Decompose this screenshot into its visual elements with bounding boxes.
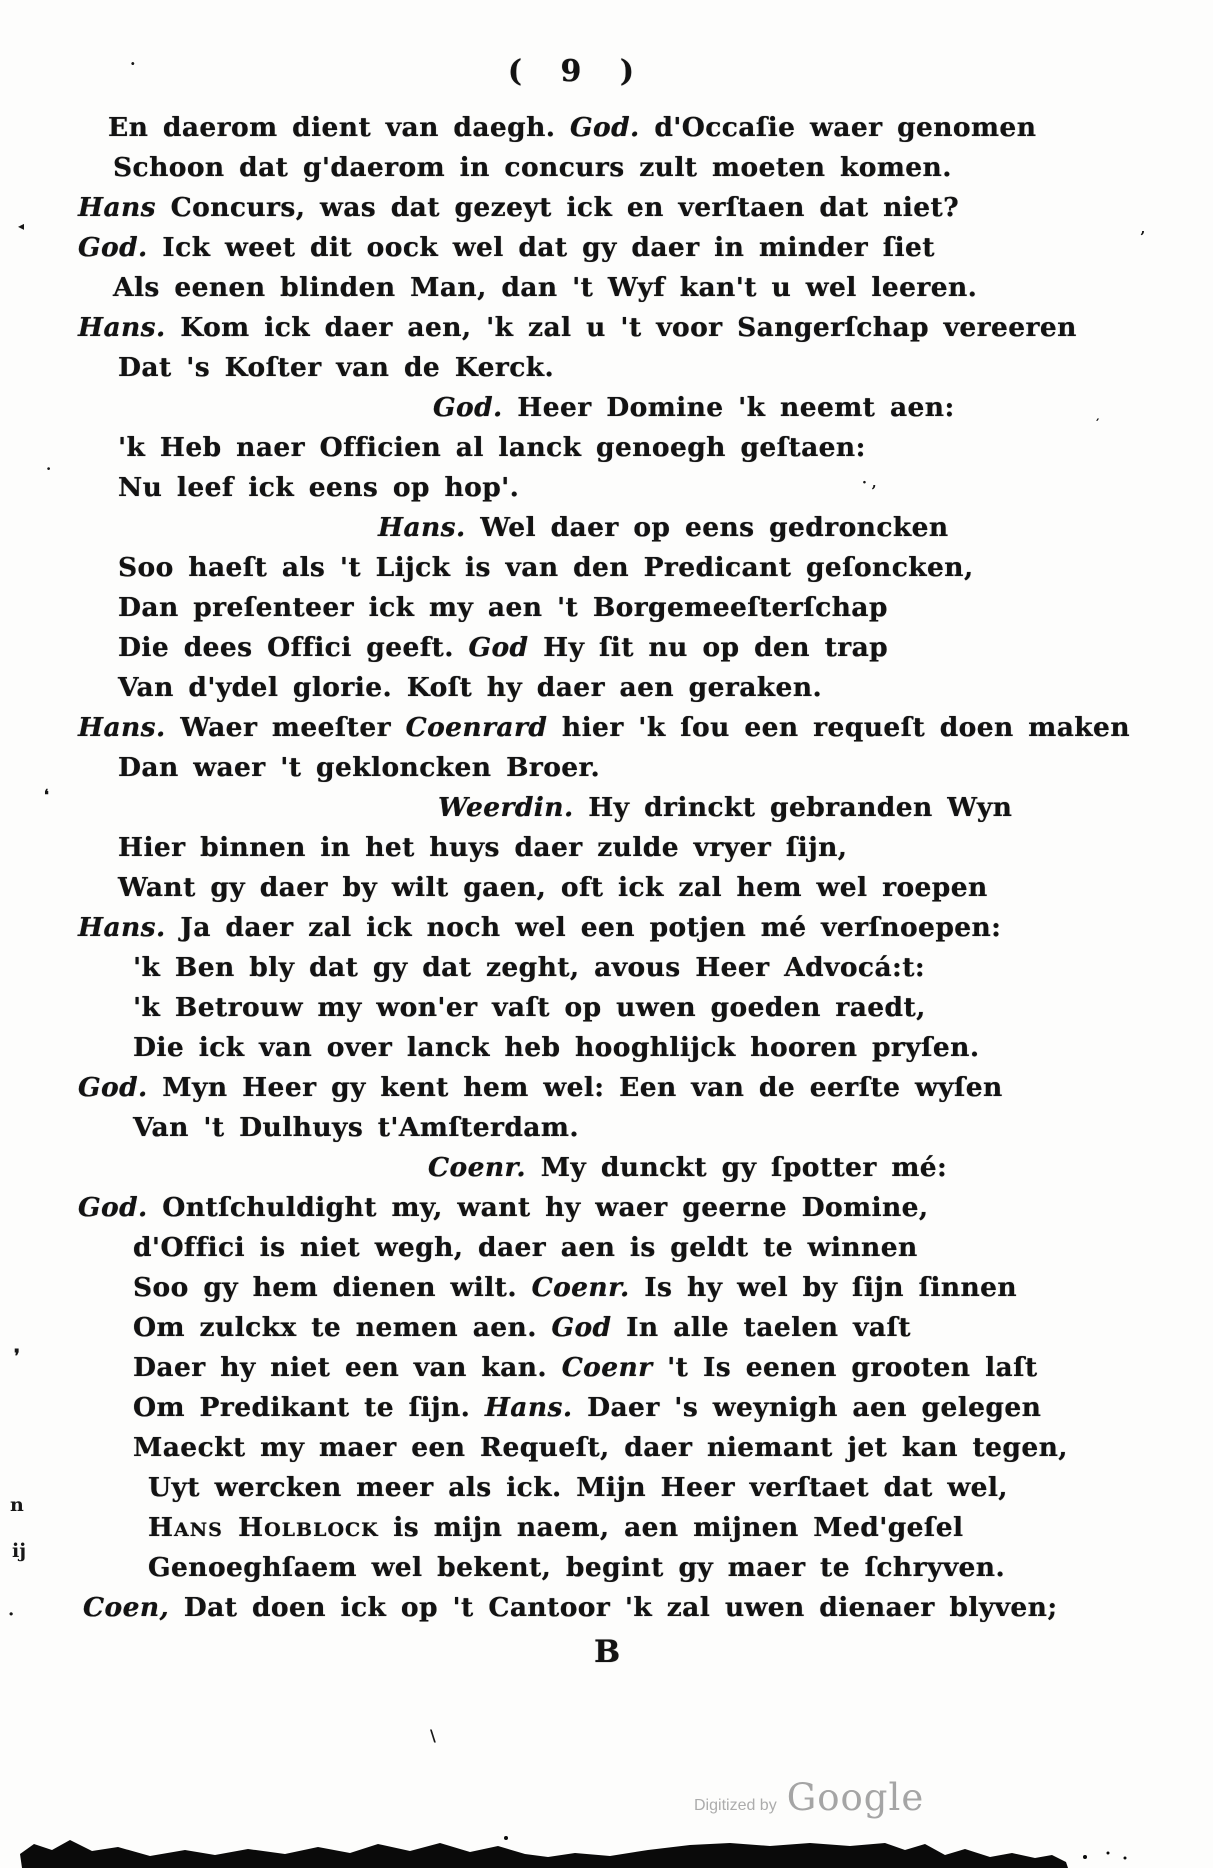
speaker-name: Coenrard (405, 712, 548, 743)
verse-text: d'Offici is niet wegh, daer aen is geldt te winnen (133, 1232, 918, 1263)
page-bottom-tear (0, 1828, 1213, 1868)
verse-text: Ja daer zal ick noch wel een potjen mé verſnoepen: (165, 912, 1002, 943)
verse-text: Als eenen blinden Man, dan 't Wyf kan't u wel leeren. (113, 272, 978, 303)
verse-text: hier 'k ſou een requeſt doen maken (547, 712, 1130, 743)
verse-text: Waer meeſter (165, 712, 406, 743)
speaker-name: Hans (78, 192, 156, 223)
ink-speck: · (46, 460, 52, 478)
verse-text: Van 't Dulhuys t'Amſterdam. (133, 1112, 579, 1143)
speaker-name: God. (433, 392, 503, 423)
verse-text: Myn Heer gy kent hem wel: Een van de eerſte wyſen (147, 1072, 1003, 1103)
verse-text: En daerom dient van daegh. (108, 112, 571, 143)
verse-text: Is hy wel by ſijn ſinnen (629, 1272, 1018, 1303)
page-number: ( 9 ) (507, 54, 649, 89)
verse-text: Die dees Offici geeft. (118, 632, 469, 663)
verse-text: is mijn naem, aen mijnen Med'geſel (378, 1512, 964, 1543)
text-line (78, 1588, 1188, 1628)
text-line (78, 1268, 1188, 1308)
text-line (78, 1148, 1188, 1188)
ink-speck: \ (430, 1726, 436, 1745)
text-line (78, 228, 1188, 268)
speaker-name: God. (78, 1192, 148, 1223)
text-line (78, 828, 1188, 868)
speaker-name: Weerdin. (438, 792, 574, 823)
text-line (78, 308, 1188, 348)
ink-speck: · (130, 54, 136, 73)
verse-text: Kom ick daer aen, 'k zal u 't voor Sangerſchap vereeren (165, 312, 1077, 343)
verse-text: Om Predikant te ſijn. (133, 1392, 485, 1423)
text-line (78, 268, 1188, 308)
ink-speck: ij (12, 1540, 27, 1562)
speaker-name: God (551, 1312, 612, 1343)
verse-text: Ick weet dit oock wel dat gy daer in minder ſiet (147, 232, 935, 263)
text-line (78, 948, 1188, 988)
speaker-name: Hans. (484, 1392, 573, 1423)
verse-text: Ontſchuldight my, want hy waer geerne Domine, (147, 1192, 929, 1223)
text-line (78, 908, 1188, 948)
speaker-name: Coenr. (531, 1272, 630, 1303)
text-line (78, 748, 1188, 788)
text-line (78, 668, 1188, 708)
speaker-name: God (468, 632, 529, 663)
speaker-name: Hans. (78, 312, 166, 343)
verse-text: Dan waer 't gekloncken Broer. (118, 752, 601, 783)
text-line (78, 628, 1188, 668)
text-line (78, 1428, 1188, 1468)
speaker-name: Hans. (378, 512, 466, 543)
text-line (78, 1028, 1188, 1068)
text-line (78, 1508, 1188, 1548)
text-line (78, 428, 1188, 468)
ink-speck: · , (862, 475, 877, 491)
verse-text: Concurs, was dat gezeyt ick en verſtaen dat niet? (156, 192, 960, 223)
text-line (78, 868, 1188, 908)
ink-speck: ❛ (44, 786, 49, 804)
text-line (78, 548, 1188, 588)
ink-speck: ’ (1140, 228, 1146, 246)
verse-text: Heer Domine 'k neemt aen: (502, 392, 955, 423)
verse-text: Hier binnen in het huys daer zulde vryer ſijn, (118, 832, 848, 863)
verse-text: In alle taelen vaſt (611, 1312, 911, 1343)
text-line (78, 1548, 1188, 1588)
text-line (78, 1388, 1188, 1428)
verse-text: Nu leef ick eens op hop'. (118, 472, 520, 503)
text-line (78, 588, 1188, 628)
speaker-name: Coenr (561, 1352, 653, 1383)
verse-text: Want gy daer by wilt gaen, oft ick zal hem wel roepen (118, 872, 988, 903)
verse-text: Soo gy hem dienen wilt. (133, 1272, 532, 1303)
verse-text: Daer hy niet een van kan. (133, 1352, 562, 1383)
text-line (78, 148, 1188, 188)
verse-text: Dat 's Koſter van de Kerck. (118, 352, 555, 383)
verse-text: 'k Betrouw my won'er vaſt op uwen goeden raedt, (133, 992, 926, 1023)
speaker-name: Coen, (83, 1592, 170, 1623)
text-line (78, 108, 1188, 148)
verse-text: Hans Holblock (148, 1512, 379, 1543)
google-watermark (694, 1776, 924, 1819)
verse-text: Wel daer op eens gedroncken (465, 512, 949, 543)
verse-text: 'k Heb naer Officien al lanck genoegh geſtaen: (118, 432, 866, 463)
text-line (78, 1188, 1188, 1228)
speaker-name: Hans. (78, 912, 166, 943)
verse-text: 'k Ben bly dat gy dat zeght, avous Heer Advocá:t: (133, 952, 926, 983)
text-line (78, 188, 1188, 228)
text-line (78, 988, 1188, 1028)
speaker-name: God. (78, 232, 148, 263)
speaker-name: God. (570, 112, 640, 143)
google-logo: Google (786, 1776, 925, 1819)
verse-text: Dan preſenteer ick my aen 't Borgemeeſterſchap (118, 592, 888, 623)
text-line (78, 788, 1188, 828)
ink-speck: ′ (1096, 417, 1100, 432)
text-line (78, 1468, 1188, 1508)
verse-text: Genoeghſaem wel bekent, begint gy maer te ſchryven. (148, 1552, 1006, 1583)
digitized-by-label: Digitized by (694, 1797, 777, 1814)
verse-text: Om zulckx te nemen aen. (133, 1312, 552, 1343)
text-line (78, 1308, 1188, 1348)
text-line (78, 1108, 1188, 1148)
text-line (78, 508, 1188, 548)
speaker-name: Hans. (78, 712, 166, 743)
text-line (78, 388, 1188, 428)
verse-text: Die ick van over lanck heb hooghlijck hooren pryſen. (133, 1032, 980, 1063)
verse-text: My dunckt gy ſpotter mé: (526, 1152, 948, 1183)
ink-speck: n (10, 1494, 24, 1516)
verse-text: Hy ſit nu op den trap (528, 632, 889, 663)
verse-text: Schoon dat g'daerom in concurs zult moeten komen. (113, 152, 952, 183)
verse-text: Hy drinckt gebranden Wyn (573, 792, 1013, 823)
ink-speck: ◂ (18, 219, 25, 233)
text-line (78, 1228, 1188, 1268)
text-line (78, 468, 1188, 508)
verse-text: Van d'ydel glorie. Koſt hy daer aen geraken. (118, 672, 823, 703)
verse-text: d'Occaſie waer genomen (639, 112, 1037, 143)
text-block (78, 108, 1188, 1628)
verse-text: 't Is eenen grooten laſt (652, 1352, 1038, 1383)
signature-mark: B (594, 1634, 621, 1670)
verse-text: Maeckt my maer een Requeſt, daer niemant jet kan tegen, (133, 1432, 1068, 1463)
speaker-name: Coenr. (428, 1152, 527, 1183)
verse-text: Dat doen ick op 't Cantoor 'k zal uwen dienaer blyven; (169, 1592, 1058, 1623)
ink-speck: ❜ (14, 1346, 20, 1367)
verse-text: Soo haeſt als 't Lijck is van den Predicant geſoncken, (118, 552, 974, 583)
ink-speck: · (8, 1604, 15, 1625)
speaker-name: God. (78, 1072, 148, 1103)
text-line (78, 348, 1188, 388)
text-line (78, 1348, 1188, 1388)
text-line (78, 708, 1188, 748)
verse-text: Uyt wercken meer als ick. Mijn Heer verſtaet dat wel, (148, 1472, 1008, 1503)
verse-text: Daer 's weynigh aen gelegen (572, 1392, 1042, 1423)
text-line (78, 1068, 1188, 1108)
